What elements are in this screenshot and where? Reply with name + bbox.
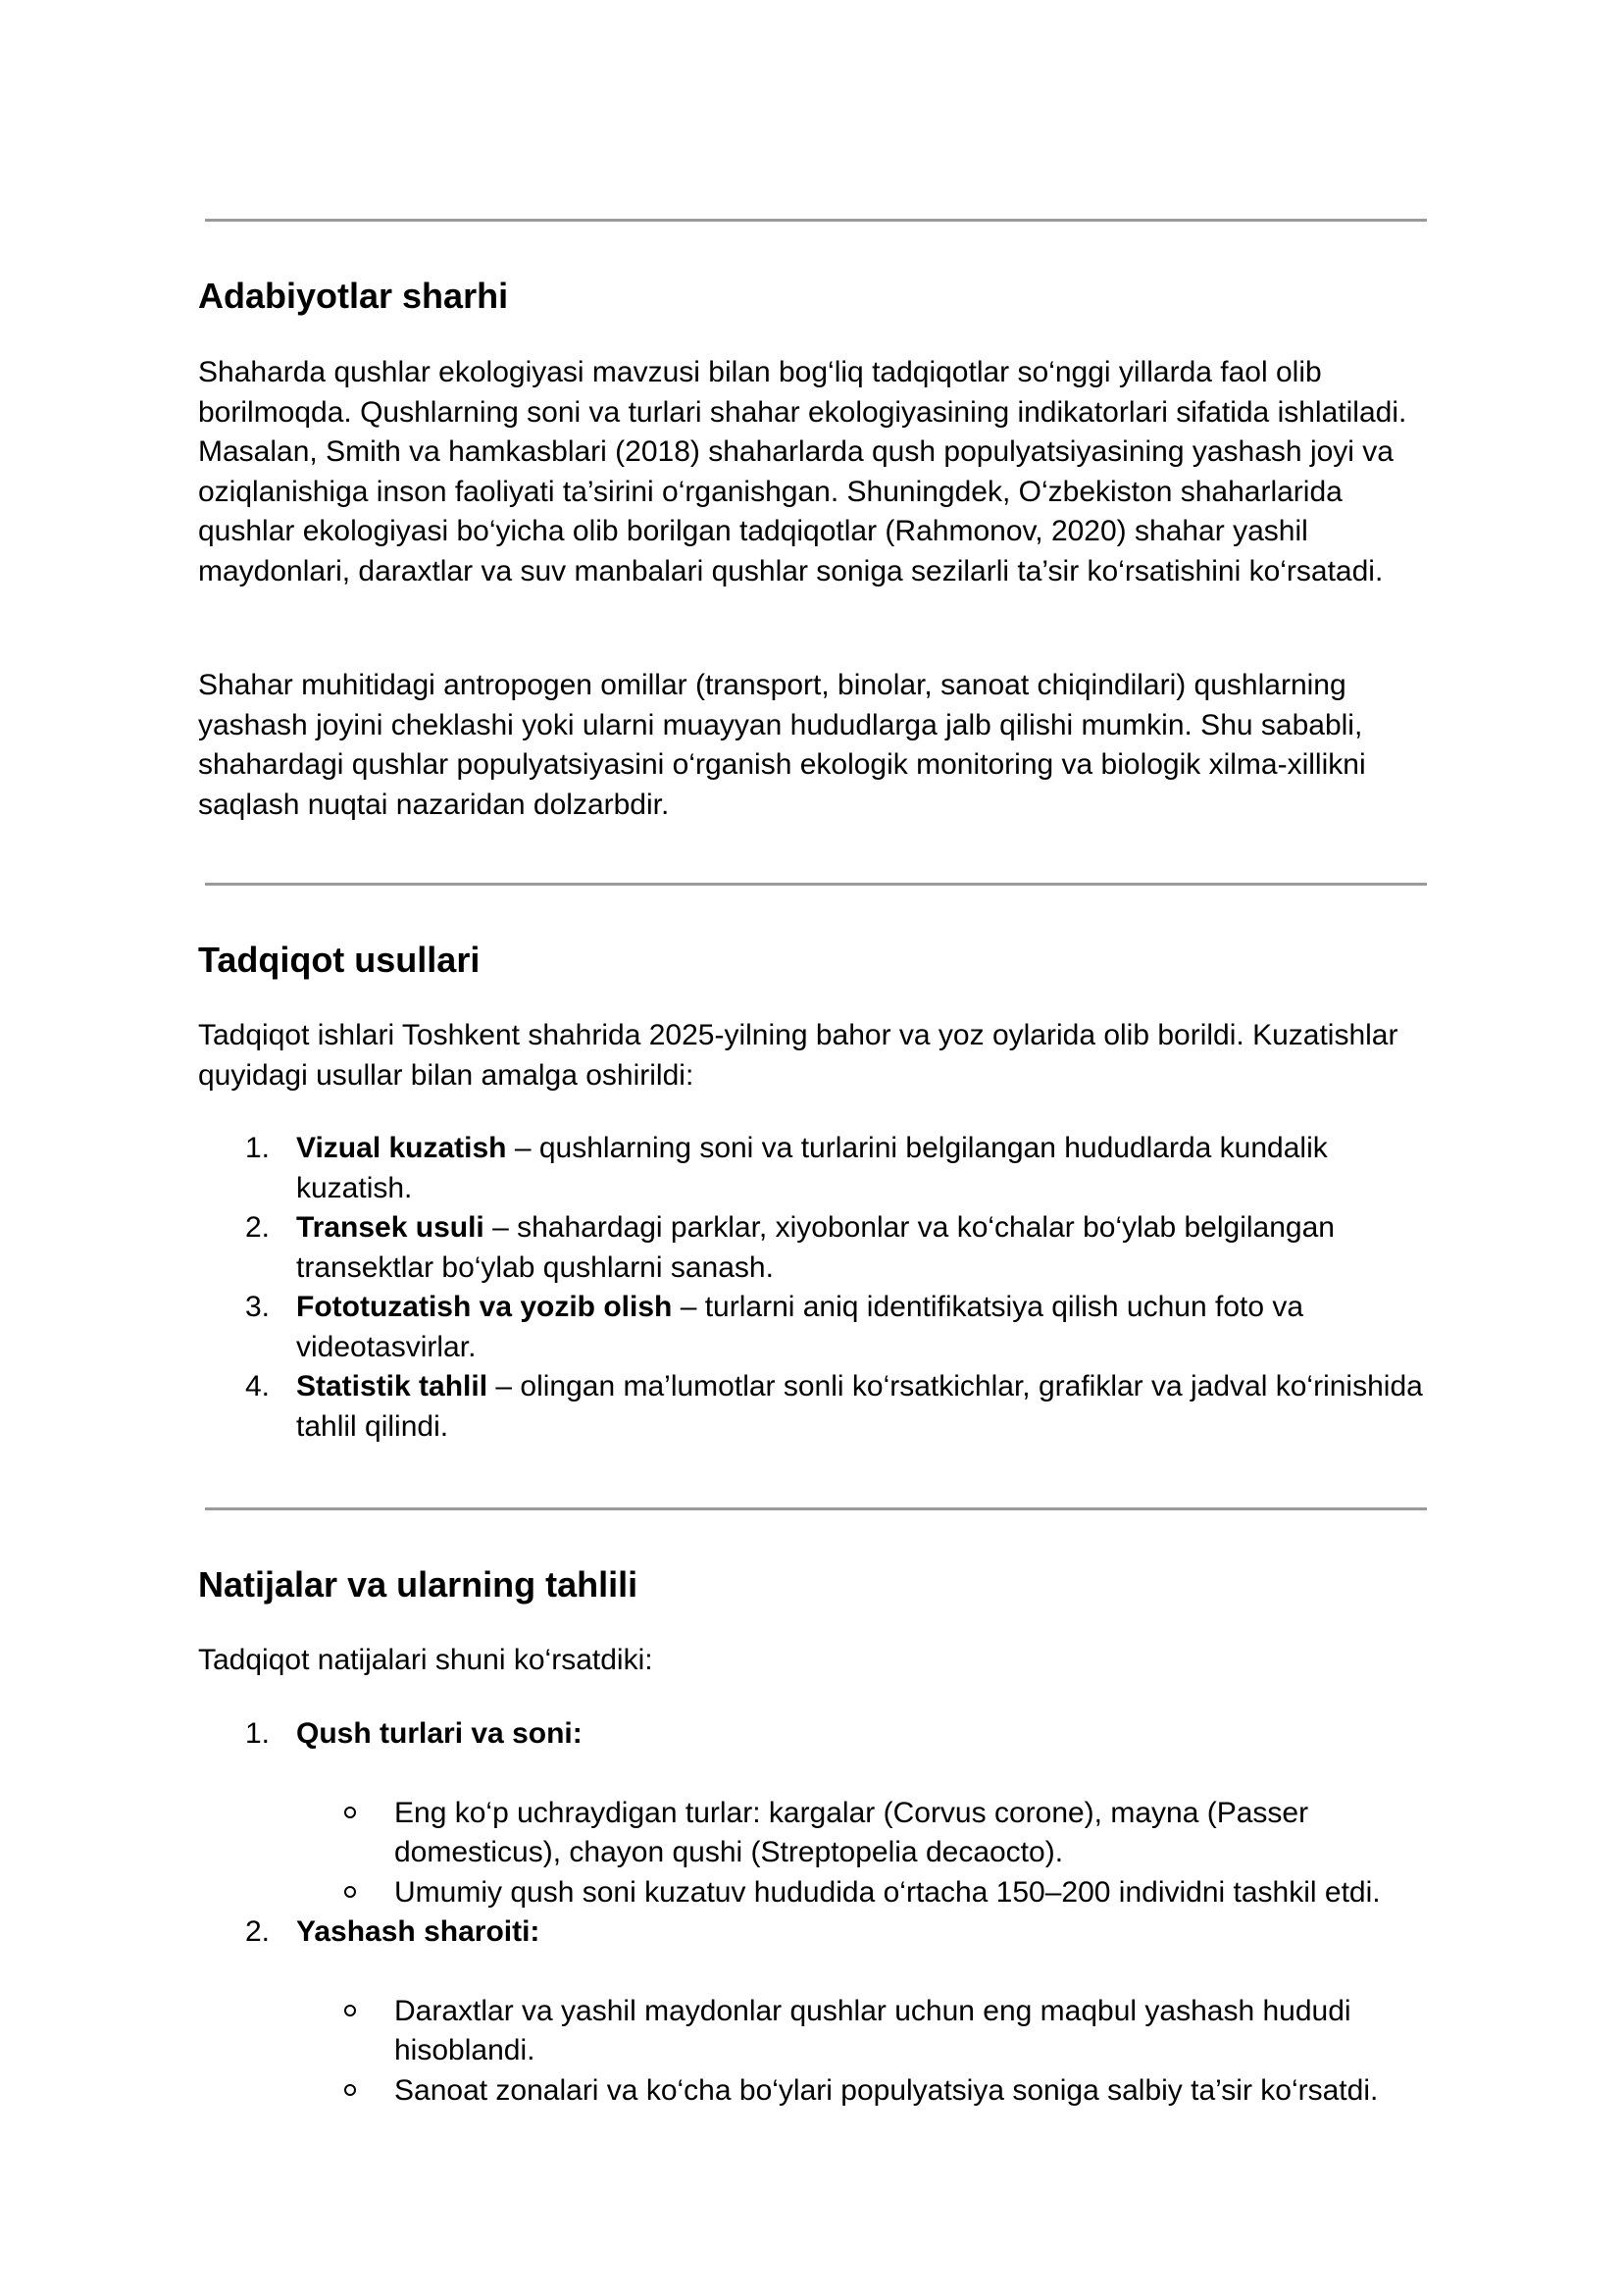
- result-heading: Yashash sharoiti:: [296, 1915, 540, 1948]
- sub-item-text: Eng ko‘p uchraydigan turlar: kargalar (Corvus corone), mayna (Passer domesticus), chayon qushi (Streptopelia decaocto).: [394, 1796, 1309, 1868]
- method-description: – shahardagi parklar, xiyobonlar va ko‘chalar bo‘ylab belgilangan transektlar bo‘ylab qushlarni sanash.: [296, 1211, 1335, 1284]
- paragraph: Tadqiqot natijalari shuni ko‘rsatdiki:: [198, 1644, 653, 1676]
- hollow-bullet-icon: [344, 1807, 356, 1818]
- sub-list: [198, 1992, 1434, 2112]
- sub-list-item: [198, 1992, 1434, 2071]
- paragraph: Shahar muhitidagi antropogen omillar (transport, binolar, sanoat chiqindilari) qushlarning yashash joyini cheklashi yoki ularni muayyan hududlarga jalb qilishi mumkin. Shu sababli, shahardagi qushlar populyatsiyasini o‘rganish ekologik monitoring va biologik xilma-xillikni saqlash nuqtai nazaridan dolzarbdir.: [198, 669, 1366, 821]
- list-number: 3.: [245, 1291, 271, 1323]
- section-divider: [205, 219, 1427, 222]
- list-number: 4.: [245, 1370, 271, 1402]
- section-divider: [205, 1507, 1427, 1510]
- hollow-bullet-icon: [344, 2005, 356, 2016]
- list-number: 2.: [245, 1915, 271, 1948]
- list-item: [198, 1208, 1434, 1288]
- sub-item-text: Umumiy qush soni kuzatuv hududida o‘rtacha 150–200 individni tashkil etdi.: [394, 1875, 1381, 1909]
- section-divider: [205, 883, 1427, 886]
- list-number: 1.: [245, 1132, 271, 1164]
- section-title-results: Natijalar va ularning tahlili: [198, 1564, 638, 1605]
- list-item: [198, 1714, 1434, 1912]
- list-number: 2.: [245, 1211, 271, 1244]
- method-term: Vizual kuzatish: [296, 1132, 507, 1164]
- method-term: Transek usuli: [296, 1211, 484, 1244]
- sub-list: [198, 1794, 1434, 1913]
- hollow-bullet-icon: [344, 2084, 356, 2096]
- sub-item-text: Daraxtlar va yashil maydonlar qushlar uchun eng maqbul yashash hududi hisoblandi.: [394, 1994, 1351, 2066]
- method-description: – olingan ma’lumotlar sonli ko‘rsatkichlar, grafiklar va jadval ko‘rinishida tahlil qilindi.: [296, 1370, 1423, 1443]
- sub-list-item: [198, 2071, 1434, 2112]
- paragraph: Shaharda qushlar ekologiyasi mavzusi bilan bog‘liq tadqiqotlar so‘nggi yillarda faol olib borilmoqda. Qushlarning soni va turlari shahar ekologiyasining indikatorlari sifatida ishlatiladi. Masalan, Smith va hamkasblari (2018) shaharlarda qush populyatsiyasining yashash joyi va oziqlanishiga inson faoliyati ta’sirini o‘rganishgan. Shuningdek, O‘zbekiston shaharlarida qushlar ekologiyasi bo‘yicha olib borilgan tadqiqotlar (Rahmonov, 2020) shahar yashil maydonlari, daraxtlar va suv manbalari qushlar soniga sezilarli ta’sir ko‘rsatishini ko‘rsatadi.: [198, 356, 1407, 587]
- method-term: Fototuzatish va yozib olish: [296, 1291, 673, 1323]
- result-heading: Qush turlari va soni:: [296, 1717, 583, 1750]
- list-item: [198, 1129, 1434, 1208]
- list-item: [198, 1912, 1434, 2111]
- section-title-research-methods: Tadqiqot usullari: [198, 940, 481, 980]
- hollow-bullet-icon: [344, 1886, 356, 1898]
- list-number: 1.: [245, 1717, 271, 1750]
- results-list: [198, 1714, 1434, 2111]
- list-item: [198, 1367, 1434, 1447]
- sub-list-item: [198, 1873, 1434, 1913]
- list-item: [198, 1288, 1434, 1367]
- method-term: Statistik tahlil: [296, 1370, 488, 1402]
- method-description: – turlarni aniq identifikatsiya qilish uchun foto va videotasvirlar.: [296, 1291, 1304, 1363]
- section-title-literature-review: Adabiyotlar sharhi: [198, 276, 509, 316]
- method-description: – qushlarning soni va turlarini belgilangan hududlarda kundalik kuzatish.: [296, 1132, 1328, 1204]
- sub-list-item: [198, 1794, 1434, 1873]
- methods-list: [198, 1129, 1434, 1447]
- sub-item-text: Sanoat zonalari va ko‘cha bo‘ylari populyatsiya soniga salbiy ta’sir ko‘rsatdi.: [394, 2073, 1379, 2107]
- paragraph: Tadqiqot ishlari Toshkent shahrida 2025-yilning bahor va yoz oylarida olib borildi. Kuzatishlar quyidagi usullar bilan amalga oshirildi:: [198, 1019, 1398, 1092]
